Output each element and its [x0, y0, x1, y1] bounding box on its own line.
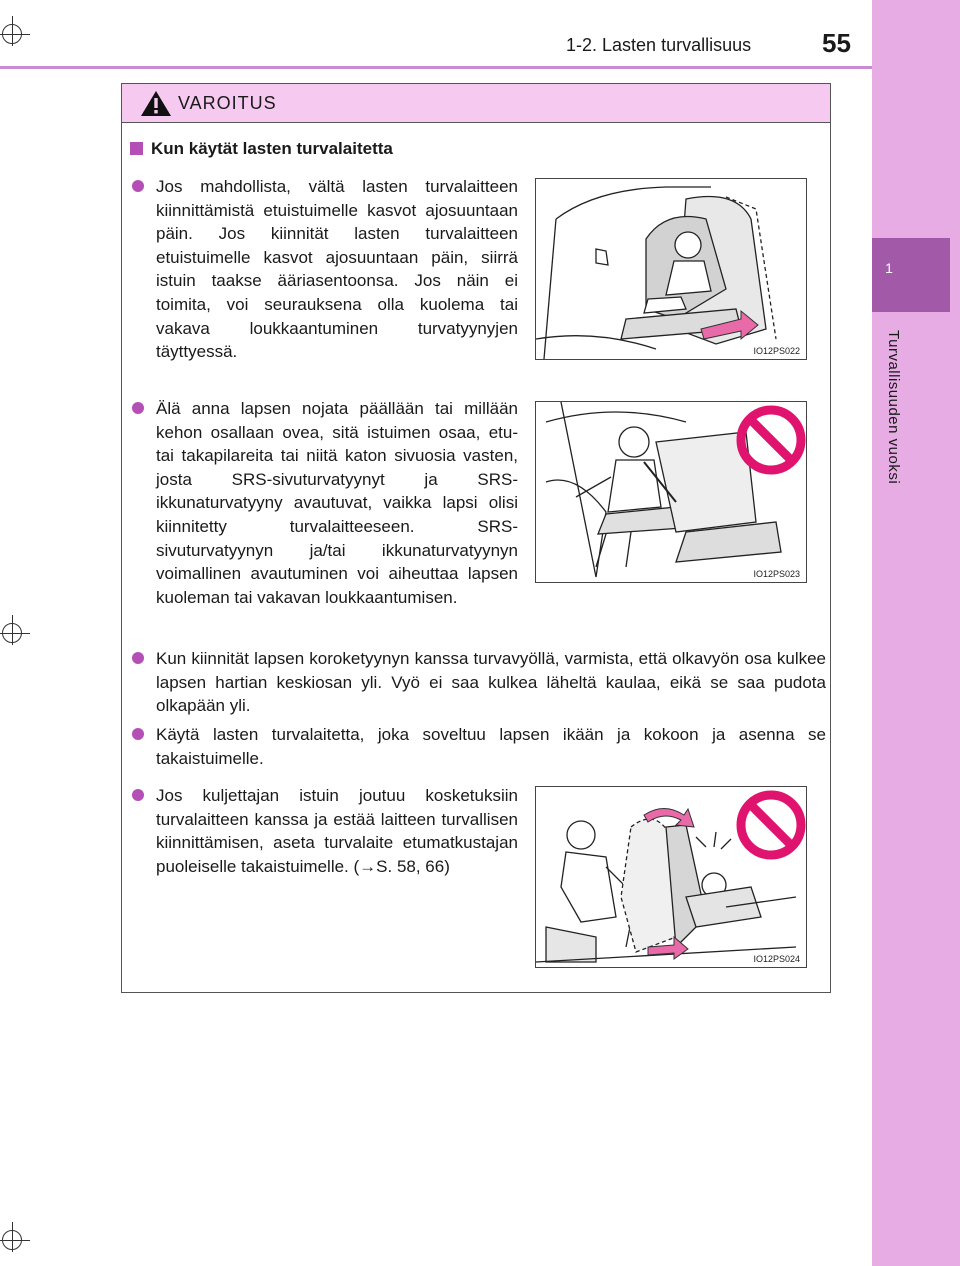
- warning-title: VAROITUS: [178, 93, 277, 113]
- bullet-dot-icon: [132, 789, 144, 801]
- bullet-item: [132, 723, 826, 770]
- figure-child-leaning-prohibited: [535, 401, 807, 583]
- bullet-text: Kun kiinnität lapsen koroketyynyn kanssa turvavyöllä, varmista, että olkavyön osa kulkee lapsen hartian keskiosan yli. Vyö ei saa kulkea läheltä kaulaa, eikä se saa pudota olkapään yli.: [156, 649, 826, 716]
- figure-code: IO12PS023: [753, 569, 800, 579]
- child-seat-illustration: [536, 179, 806, 359]
- bullet-text: Älä anna lapsen nojata päällään tai millään kehon osallaan ovea, sitä istuimen osaa, etu- tai takapilareita tai niitä katon sivuosia vasten, josta SRS-sivuturvatyynyt ja SRS-ikkunaturvatyyny avautuvat, vaikka lapsi olisi kiinnitetty turvalaitteeseen. SRS-sivuturvatyynyn ja/tai ikkunaturvatyynyn voimallinen avautuminen voi aiheuttaa lapsen kuoleman tai vakavan loukkaantumisen.: [156, 399, 518, 607]
- bullet-item: [132, 175, 518, 364]
- page-number: 55: [822, 28, 851, 58]
- warning-subheading: [130, 139, 393, 159]
- figure-driver-seat-contact-prohibited: [535, 786, 807, 968]
- bullet-dot-icon: [132, 728, 144, 740]
- child-leaning-illustration: [536, 402, 806, 582]
- bullet-item: [132, 647, 826, 718]
- figure-front-seat-child-seat: [535, 178, 807, 360]
- bullet-text: Jos mahdollista, vältä lasten turvalaitteen kiinnittämistä etuistuimelle kasvot ajosuuntaan päin. Jos kiinnität lasten turvalaitteen etuistuimelle kasvot ajosuuntaan päin, siirrä istuin taakse ääriasentoonsa. Jos näin ei toimita, voi seurauksena olla kuolema tai vakava loukkaantuminen turvatyynyjen täyttyessä.: [156, 177, 518, 362]
- chapter-tab[interactable]: [872, 238, 950, 312]
- bullet-text: Käytä lasten turvalaitetta, joka soveltuu lapsen ikään ja kokoon ja asenna se takaistuimelle.: [156, 725, 826, 768]
- figure-code: IO12PS022: [753, 346, 800, 356]
- bullet-dot-icon: [132, 652, 144, 664]
- square-bullet-icon: [130, 142, 143, 155]
- figure-code: IO12PS024: [753, 954, 800, 964]
- bullet-item: [132, 397, 518, 609]
- bullet-item: [132, 784, 518, 878]
- driver-seat-contact-illustration: [536, 787, 806, 967]
- bullet-dot-icon: [132, 402, 144, 414]
- header-rule: [0, 66, 872, 69]
- warning-triangle-icon: [140, 89, 172, 117]
- subheading-text: Kun käytät lasten turvalaitetta: [151, 139, 393, 158]
- bullet-dot-icon: [132, 180, 144, 192]
- chapter-name: Turvallisuuden vuoksi: [885, 330, 902, 485]
- bullet-text: Jos kuljettajan istuin joutuu kosketuksiin turvalaitteen kanssa ja estää laitteen turvallisen kiinnittämisen, aseta turvalaite etumatkustajan puoleiselle takaistuimelle. (→S. 58, 66): [156, 786, 518, 876]
- side-tab: [872, 0, 960, 1266]
- chapter-number: 1: [885, 260, 893, 276]
- warning-header: [122, 84, 830, 123]
- section-title: 1-2. Lasten turvallisuus: [566, 35, 752, 55]
